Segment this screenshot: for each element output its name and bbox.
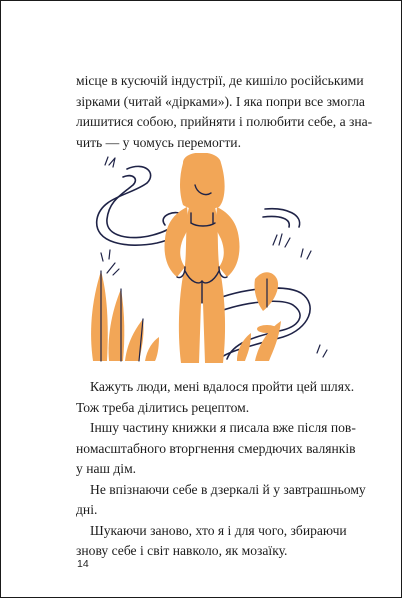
text-line: Шукаючи заново, хто я і для чого, збираючи: [90, 522, 347, 538]
bottom-text: [76, 377, 366, 562]
text-line: Не впізнаючи себе в дзеркалі й у завтрашньому: [90, 481, 366, 497]
paragraph: [76, 418, 356, 480]
text-line: зірками (читай «дірками»). І яка попри все змогла: [76, 93, 365, 109]
text-line: лишитися собою, прийняти і полюбити себе, а зна-: [76, 114, 373, 129]
text-line: Тож треба ділитись рецептом.: [76, 399, 250, 415]
paragraph: [76, 521, 347, 562]
text-line: дні.: [76, 502, 98, 517]
text-line: номасштабного вторгнення смердючих валянків: [76, 440, 356, 456]
top-paragraph: [76, 71, 373, 153]
text-line: Кажуть люди, мені вдалося пройти цей шлях.: [90, 379, 355, 394]
text-line: знову себе і світ навколо, як мозаїку.: [76, 543, 288, 558]
woman-on-winding-road-illustration: [87, 153, 329, 365]
paragraph: [76, 377, 355, 418]
page-number: 14: [77, 558, 89, 570]
text-line: чить — у чомусь перемогти.: [76, 134, 241, 150]
text-line: Іншу частину книжки я писала вже після пов-: [90, 420, 356, 435]
text-line: у наш дім.: [76, 461, 137, 476]
text-line: місце в кусючій індустрії, де кишіло російськими: [76, 73, 364, 88]
paragraph: [76, 480, 366, 521]
